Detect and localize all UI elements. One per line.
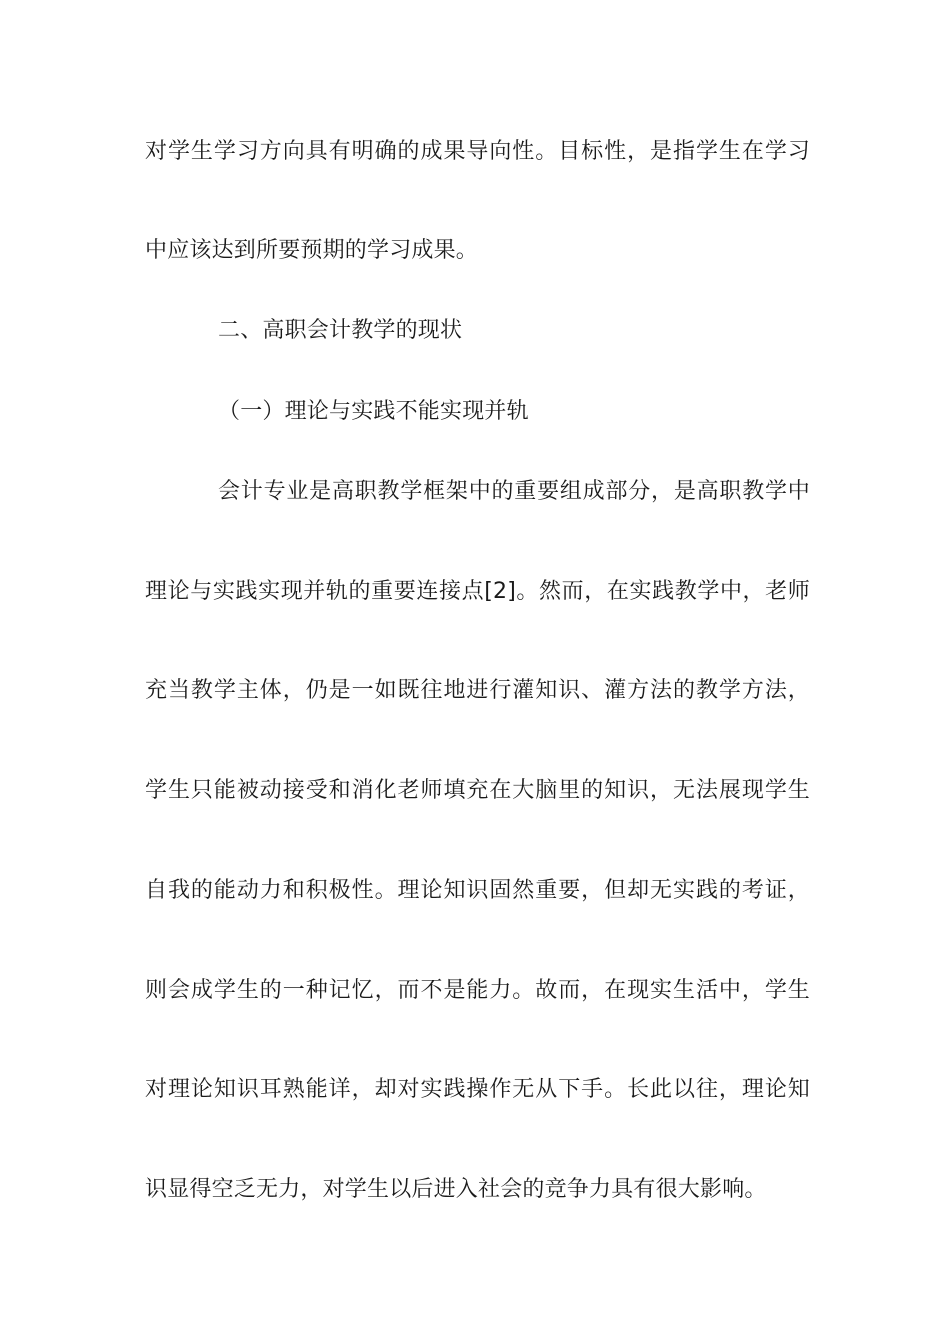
subsection-heading: （一）理论与实践不能实现并轨 (218, 399, 529, 424)
paragraph-line: 自我的能动力和积极性。理论知识固然重要，但却无实践的考证， (145, 878, 810, 903)
section-heading: 二、高职会计教学的现状 (218, 318, 463, 343)
paragraph-line: 中应该达到所要预期的学习成果。 (145, 238, 479, 263)
paragraph-line: 则会成学生的一种记忆，而不是能力。故而，在现实生活中，学生 (145, 978, 810, 1003)
paragraph-line: 识显得空乏无力，对学生以后进入社会的竞争力具有很大影响。 (145, 1177, 767, 1202)
paragraph-line: 理论与实践实现并轨的重要连接点[2]。然而，在实践教学中，老师 (145, 579, 810, 604)
paragraph-line: 对学生学习方向具有明确的成果导向性。目标性，是指学生在学习 (145, 139, 810, 164)
paragraph-line: 会计专业是高职教学框架中的重要组成部分，是高职教学中 (218, 479, 810, 504)
paragraph-line: 充当教学主体，仍是一如既往地进行灌知识、灌方法的教学方法， (145, 678, 810, 703)
paragraph-line: 学生只能被动接受和消化老师填充在大脑里的知识，无法展现学生 (145, 778, 810, 803)
paragraph-line: 对理论知识耳熟能详，却对实践操作无从下手。长此以往，理论知 (145, 1077, 810, 1102)
